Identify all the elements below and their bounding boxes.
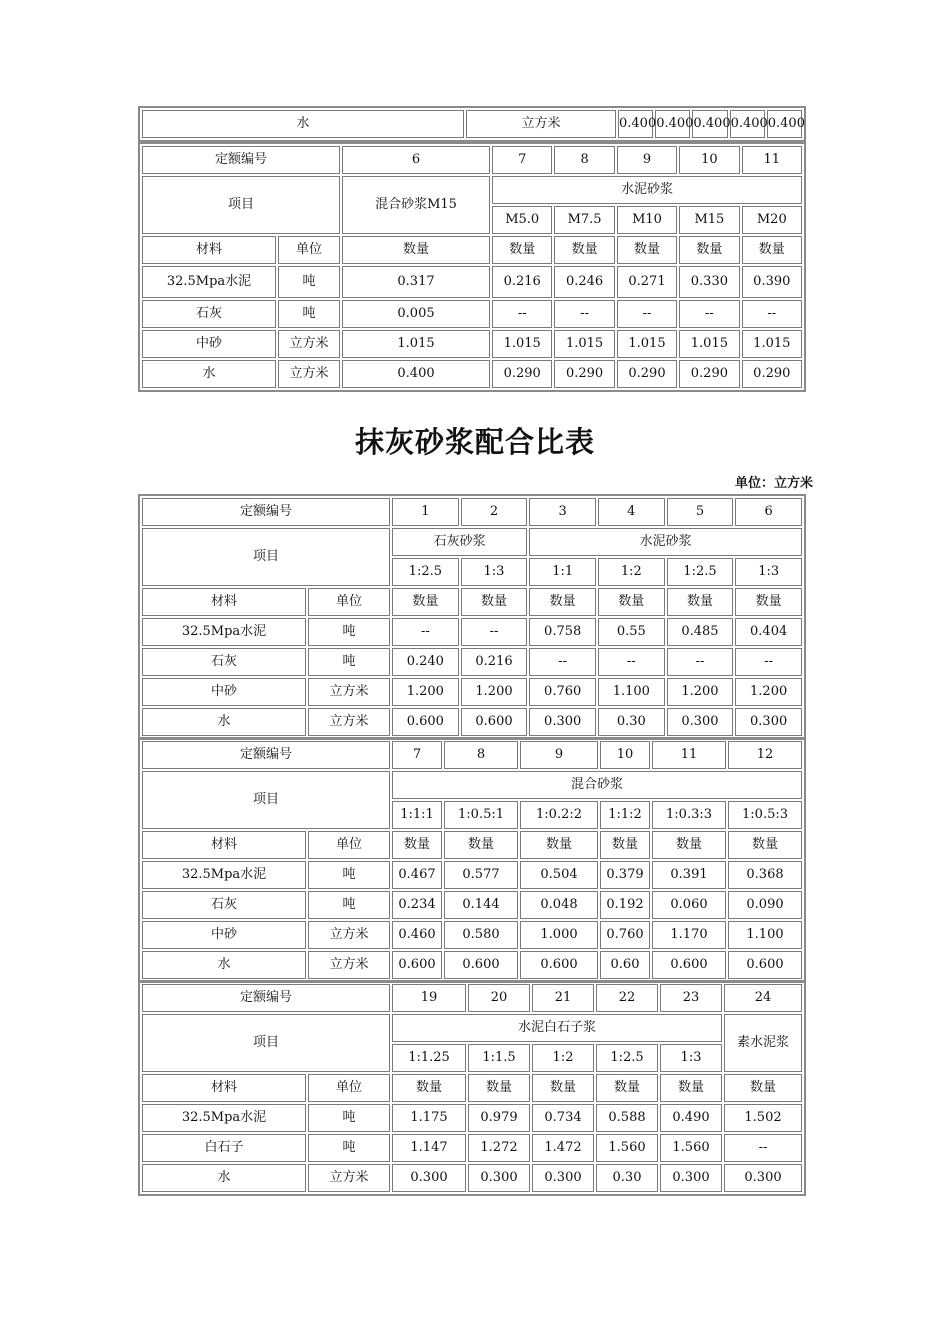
item-label: 项目 [142,1014,390,1072]
value-cell: 0.30 [596,1164,658,1192]
code-cell: 12 [728,741,802,769]
white-stone-group: 水泥白石子浆 [392,1014,722,1042]
unit-header: 单位 [278,236,340,264]
value-cell: 0.400 [692,110,727,138]
plaster-table-1 [138,494,806,740]
qty-header: 数量 [520,831,598,859]
ratio-cell: 1:2.5 [667,558,734,586]
code-cell: 21 [532,984,594,1012]
code-cell: 7 [492,146,552,174]
material-cell: 水 [142,360,276,388]
ratio-cell: 1:3 [461,558,528,586]
value-cell: -- [492,300,552,328]
value-cell: 0.290 [617,360,677,388]
value-cell: 0.300 [468,1164,530,1192]
value-cell: 0.460 [392,921,442,949]
value-cell: 0.600 [728,951,802,979]
value-cell: 0.485 [667,618,734,646]
qty-header: 数量 [667,588,734,616]
code-cell: 9 [520,741,598,769]
value-cell: -- [529,648,596,676]
material-cell: 32.5Mpa水泥 [142,861,306,889]
table-row [142,360,802,388]
value-cell: 0.271 [617,266,677,298]
ratio-cell: 1:3 [660,1044,722,1072]
value-cell: 1.015 [679,330,739,358]
value-cell: 0.300 [660,1164,722,1192]
value-cell: 0.300 [735,708,802,736]
value-cell: 0.300 [532,1164,594,1192]
material-cell: 32.5Mpa水泥 [142,618,306,646]
value-cell: 0.005 [342,300,490,328]
unit-cell: 吨 [308,891,390,919]
code-cell: 20 [468,984,530,1012]
ratio-cell: 1:0.5:3 [728,801,802,829]
value-cell: 0.330 [679,266,739,298]
value-cell: -- [392,618,459,646]
unit-cell: 立方米 [308,951,390,979]
value-cell: 0.600 [461,708,528,736]
value-cell: 0.979 [468,1104,530,1132]
value-cell: 0.760 [600,921,650,949]
grade-cell: M20 [742,206,802,234]
code-cell: 2 [461,498,528,526]
value-cell: 1.015 [617,330,677,358]
value-cell: 1.560 [596,1134,658,1162]
ratio-cell: 1:1.5 [468,1044,530,1072]
code-label: 定额编号 [142,146,340,174]
unit-cell: 吨 [308,618,390,646]
table-row [142,861,802,889]
material-cell: 水 [142,110,464,138]
value-cell: 0.577 [444,861,518,889]
code-label: 定额编号 [142,498,390,526]
code-label: 定额编号 [142,741,390,769]
qty-header: 数量 [600,831,650,859]
ratio-cell: 1:0.3:3 [652,801,726,829]
code-cell: 3 [529,498,596,526]
ratio-cell: 1:2 [598,558,665,586]
value-cell: 0.758 [529,618,596,646]
material-cell: 32.5Mpa水泥 [142,266,276,298]
ratio-cell: 1:1.25 [392,1044,466,1072]
code-cell: 6 [342,146,490,174]
value-cell: 0.400 [767,110,802,138]
code-cell: 11 [652,741,726,769]
table-row [142,1104,802,1132]
table-row [142,618,802,646]
value-cell: 1.015 [342,330,490,358]
code-cell: 23 [660,984,722,1012]
value-cell: 0.379 [600,861,650,889]
value-cell: 0.30 [598,708,665,736]
qty-header: 数量 [342,236,490,264]
value-cell: 0.55 [598,618,665,646]
unit-cell: 吨 [278,266,340,298]
value-cell: 1.000 [520,921,598,949]
value-cell: -- [667,648,734,676]
value-cell: 0.300 [667,708,734,736]
value-cell: 0.234 [392,891,442,919]
unit-cell: 吨 [308,861,390,889]
table-row [142,330,802,358]
value-cell: 0.600 [392,708,459,736]
table-row [142,266,802,298]
ratio-cell: 1:3 [735,558,802,586]
material-cell: 中砂 [142,678,306,706]
code-cell: 8 [444,741,518,769]
material-header: 材料 [142,588,306,616]
material-cell: 白石子 [142,1134,306,1162]
code-cell: 8 [554,146,614,174]
value-cell: 0.580 [444,921,518,949]
material-cell: 水 [142,951,306,979]
table-row [142,176,802,204]
code-label: 定额编号 [142,984,390,1012]
material-header: 材料 [142,1074,306,1102]
qty-header: 数量 [660,1074,722,1102]
grade-cell: M5.0 [492,206,552,234]
qty-header: 数量 [444,831,518,859]
qty-header: 数量 [529,588,596,616]
value-cell: 0.290 [492,360,552,388]
value-cell: -- [617,300,677,328]
lime-mortar-group: 石灰砂浆 [392,528,527,556]
code-cell: 11 [742,146,802,174]
unit-cell: 立方米 [308,708,390,736]
value-cell: 1.015 [742,330,802,358]
table-row [142,678,802,706]
plain-cement-label: 素水泥浆 [724,1014,802,1072]
ratio-cell: 1:0.5:1 [444,801,518,829]
value-cell: 0.760 [529,678,596,706]
qty-header: 数量 [742,236,802,264]
value-cell: -- [598,648,665,676]
table-row [142,741,802,769]
value-cell: -- [679,300,739,328]
value-cell: 0.600 [444,951,518,979]
table-row [142,951,802,979]
qty-header: 数量 [598,588,665,616]
qty-header: 数量 [554,236,614,264]
code-cell: 7 [392,741,442,769]
unit-note: 单位：立方米 [734,476,813,491]
value-cell: 1.100 [598,678,665,706]
unit-cell: 吨 [308,1134,390,1162]
code-cell: 19 [392,984,466,1012]
unit-cell: 吨 [278,300,340,328]
value-cell: -- [461,618,528,646]
ratio-cell: 1:2.5 [596,1044,658,1072]
value-cell: 0.240 [392,648,459,676]
table-row [142,648,802,676]
table-row [142,921,802,949]
table-row [142,984,802,1012]
value-cell: -- [724,1134,802,1162]
value-cell: 1.170 [652,921,726,949]
material-cell: 石灰 [142,300,276,328]
value-cell: 1.147 [392,1134,466,1162]
value-cell: 0.317 [342,266,490,298]
code-cell: 24 [724,984,802,1012]
unit-header: 单位 [308,1074,390,1102]
qty-header: 数量 [617,236,677,264]
value-cell: -- [735,648,802,676]
value-cell: 0.504 [520,861,598,889]
value-cell: 1.502 [724,1104,802,1132]
value-cell: 1.015 [492,330,552,358]
value-cell: 0.300 [529,708,596,736]
material-cell: 石灰 [142,648,306,676]
table-row [142,146,802,174]
table-row [142,110,802,138]
unit-cell: 立方米 [278,360,340,388]
table-row [142,708,802,736]
value-cell: 0.400 [618,110,653,138]
ratio-cell: 1:2.5 [392,558,459,586]
unit-cell: 立方米 [278,330,340,358]
item-label: 项目 [142,771,390,829]
value-cell: 1.200 [735,678,802,706]
value-cell: 0.246 [554,266,614,298]
value-cell: 0.144 [444,891,518,919]
value-cell: 0.391 [652,861,726,889]
unit-cell: 吨 [308,1104,390,1132]
value-cell: 0.290 [742,360,802,388]
unit-cell: 立方米 [466,110,616,138]
grade-cell: M7.5 [554,206,614,234]
value-cell: 1.015 [554,330,614,358]
value-cell: 0.300 [724,1164,802,1192]
qty-header: 数量 [461,588,528,616]
value-cell: 0.090 [728,891,802,919]
qty-header: 数量 [728,831,802,859]
material-cell: 32.5Mpa水泥 [142,1104,306,1132]
material-cell: 中砂 [142,330,276,358]
value-cell: -- [742,300,802,328]
qty-header: 数量 [532,1074,594,1102]
page-title: 抹灰砂浆配合比表 [354,425,595,459]
item-label: 项目 [142,176,340,234]
ratio-cell: 1:1:1 [392,801,442,829]
value-cell: 0.400 [342,360,490,388]
material-cell: 中砂 [142,921,306,949]
material-header: 材料 [142,236,276,264]
code-cell: 4 [598,498,665,526]
table-row [142,588,802,616]
top-water-row-table [138,106,806,142]
mortar-mix-table [138,142,806,392]
code-cell: 1 [392,498,459,526]
value-cell: -- [554,300,614,328]
mixed-mortar-group: 混合砂浆 [392,771,802,799]
qty-header: 数量 [392,831,442,859]
ratio-cell: 1:0.2:2 [520,801,598,829]
unit-cell: 立方米 [308,921,390,949]
ratio-cell: 1:1:2 [600,801,650,829]
code-cell: 10 [679,146,739,174]
value-cell: 0.290 [679,360,739,388]
grade-cell: M15 [679,206,739,234]
table-row [142,1074,802,1102]
grade-cell: M10 [617,206,677,234]
table-row [142,1164,802,1192]
qty-header: 数量 [392,1074,466,1102]
unit-cell: 立方米 [308,678,390,706]
plaster-table-2 [138,737,806,983]
code-cell: 6 [735,498,802,526]
value-cell: 0.600 [392,951,442,979]
value-cell: 1.560 [660,1134,722,1162]
value-cell: 0.390 [742,266,802,298]
table-row [142,771,802,799]
unit-header: 单位 [308,831,390,859]
code-cell: 22 [596,984,658,1012]
code-cell: 5 [667,498,734,526]
value-cell: 0.490 [660,1104,722,1132]
value-cell: 0.404 [735,618,802,646]
qty-header: 数量 [679,236,739,264]
value-cell: 1.472 [532,1134,594,1162]
ratio-cell: 1:2 [532,1044,594,1072]
value-cell: 0.216 [492,266,552,298]
value-cell: 0.060 [652,891,726,919]
mixed-mortar-label: 混合砂浆M15 [342,176,490,234]
qty-header: 数量 [724,1074,802,1102]
value-cell: 0.600 [520,951,598,979]
value-cell: 0.368 [728,861,802,889]
unit-header: 单位 [308,588,390,616]
code-cell: 9 [617,146,677,174]
table-row [142,498,802,526]
ratio-cell: 1:1 [529,558,596,586]
plaster-table-3 [138,980,806,1196]
value-cell: 0.400 [655,110,690,138]
value-cell: 1.175 [392,1104,466,1132]
cement-mortar-group: 水泥砂浆 [492,176,802,204]
table-row [142,1134,802,1162]
value-cell: 0.600 [652,951,726,979]
material-cell: 石灰 [142,891,306,919]
table-row [142,1014,802,1042]
value-cell: 0.216 [461,648,528,676]
item-label: 项目 [142,528,390,586]
unit-cell: 立方米 [308,1164,390,1192]
code-cell: 10 [600,741,650,769]
value-cell: 0.400 [730,110,765,138]
table-row [142,891,802,919]
value-cell: 0.300 [392,1164,466,1192]
material-header: 材料 [142,831,306,859]
qty-header: 数量 [735,588,802,616]
table-row [142,300,802,328]
table-row [142,528,802,556]
qty-header: 数量 [468,1074,530,1102]
value-cell: 0.467 [392,861,442,889]
value-cell: 0.290 [554,360,614,388]
value-cell: 1.200 [667,678,734,706]
value-cell: 0.588 [596,1104,658,1132]
qty-header: 数量 [652,831,726,859]
value-cell: 0.048 [520,891,598,919]
material-cell: 水 [142,708,306,736]
value-cell: 1.200 [392,678,459,706]
qty-header: 数量 [596,1074,658,1102]
qty-header: 数量 [392,588,459,616]
value-cell: 0.192 [600,891,650,919]
qty-header: 数量 [492,236,552,264]
material-cell: 水 [142,1164,306,1192]
value-cell: 1.272 [468,1134,530,1162]
value-cell: 0.60 [600,951,650,979]
value-cell: 1.100 [728,921,802,949]
table-row [142,236,802,264]
cement-mortar-group: 水泥砂浆 [529,528,802,556]
value-cell: 1.200 [461,678,528,706]
unit-cell: 吨 [308,648,390,676]
value-cell: 0.734 [532,1104,594,1132]
table-row [142,831,802,859]
